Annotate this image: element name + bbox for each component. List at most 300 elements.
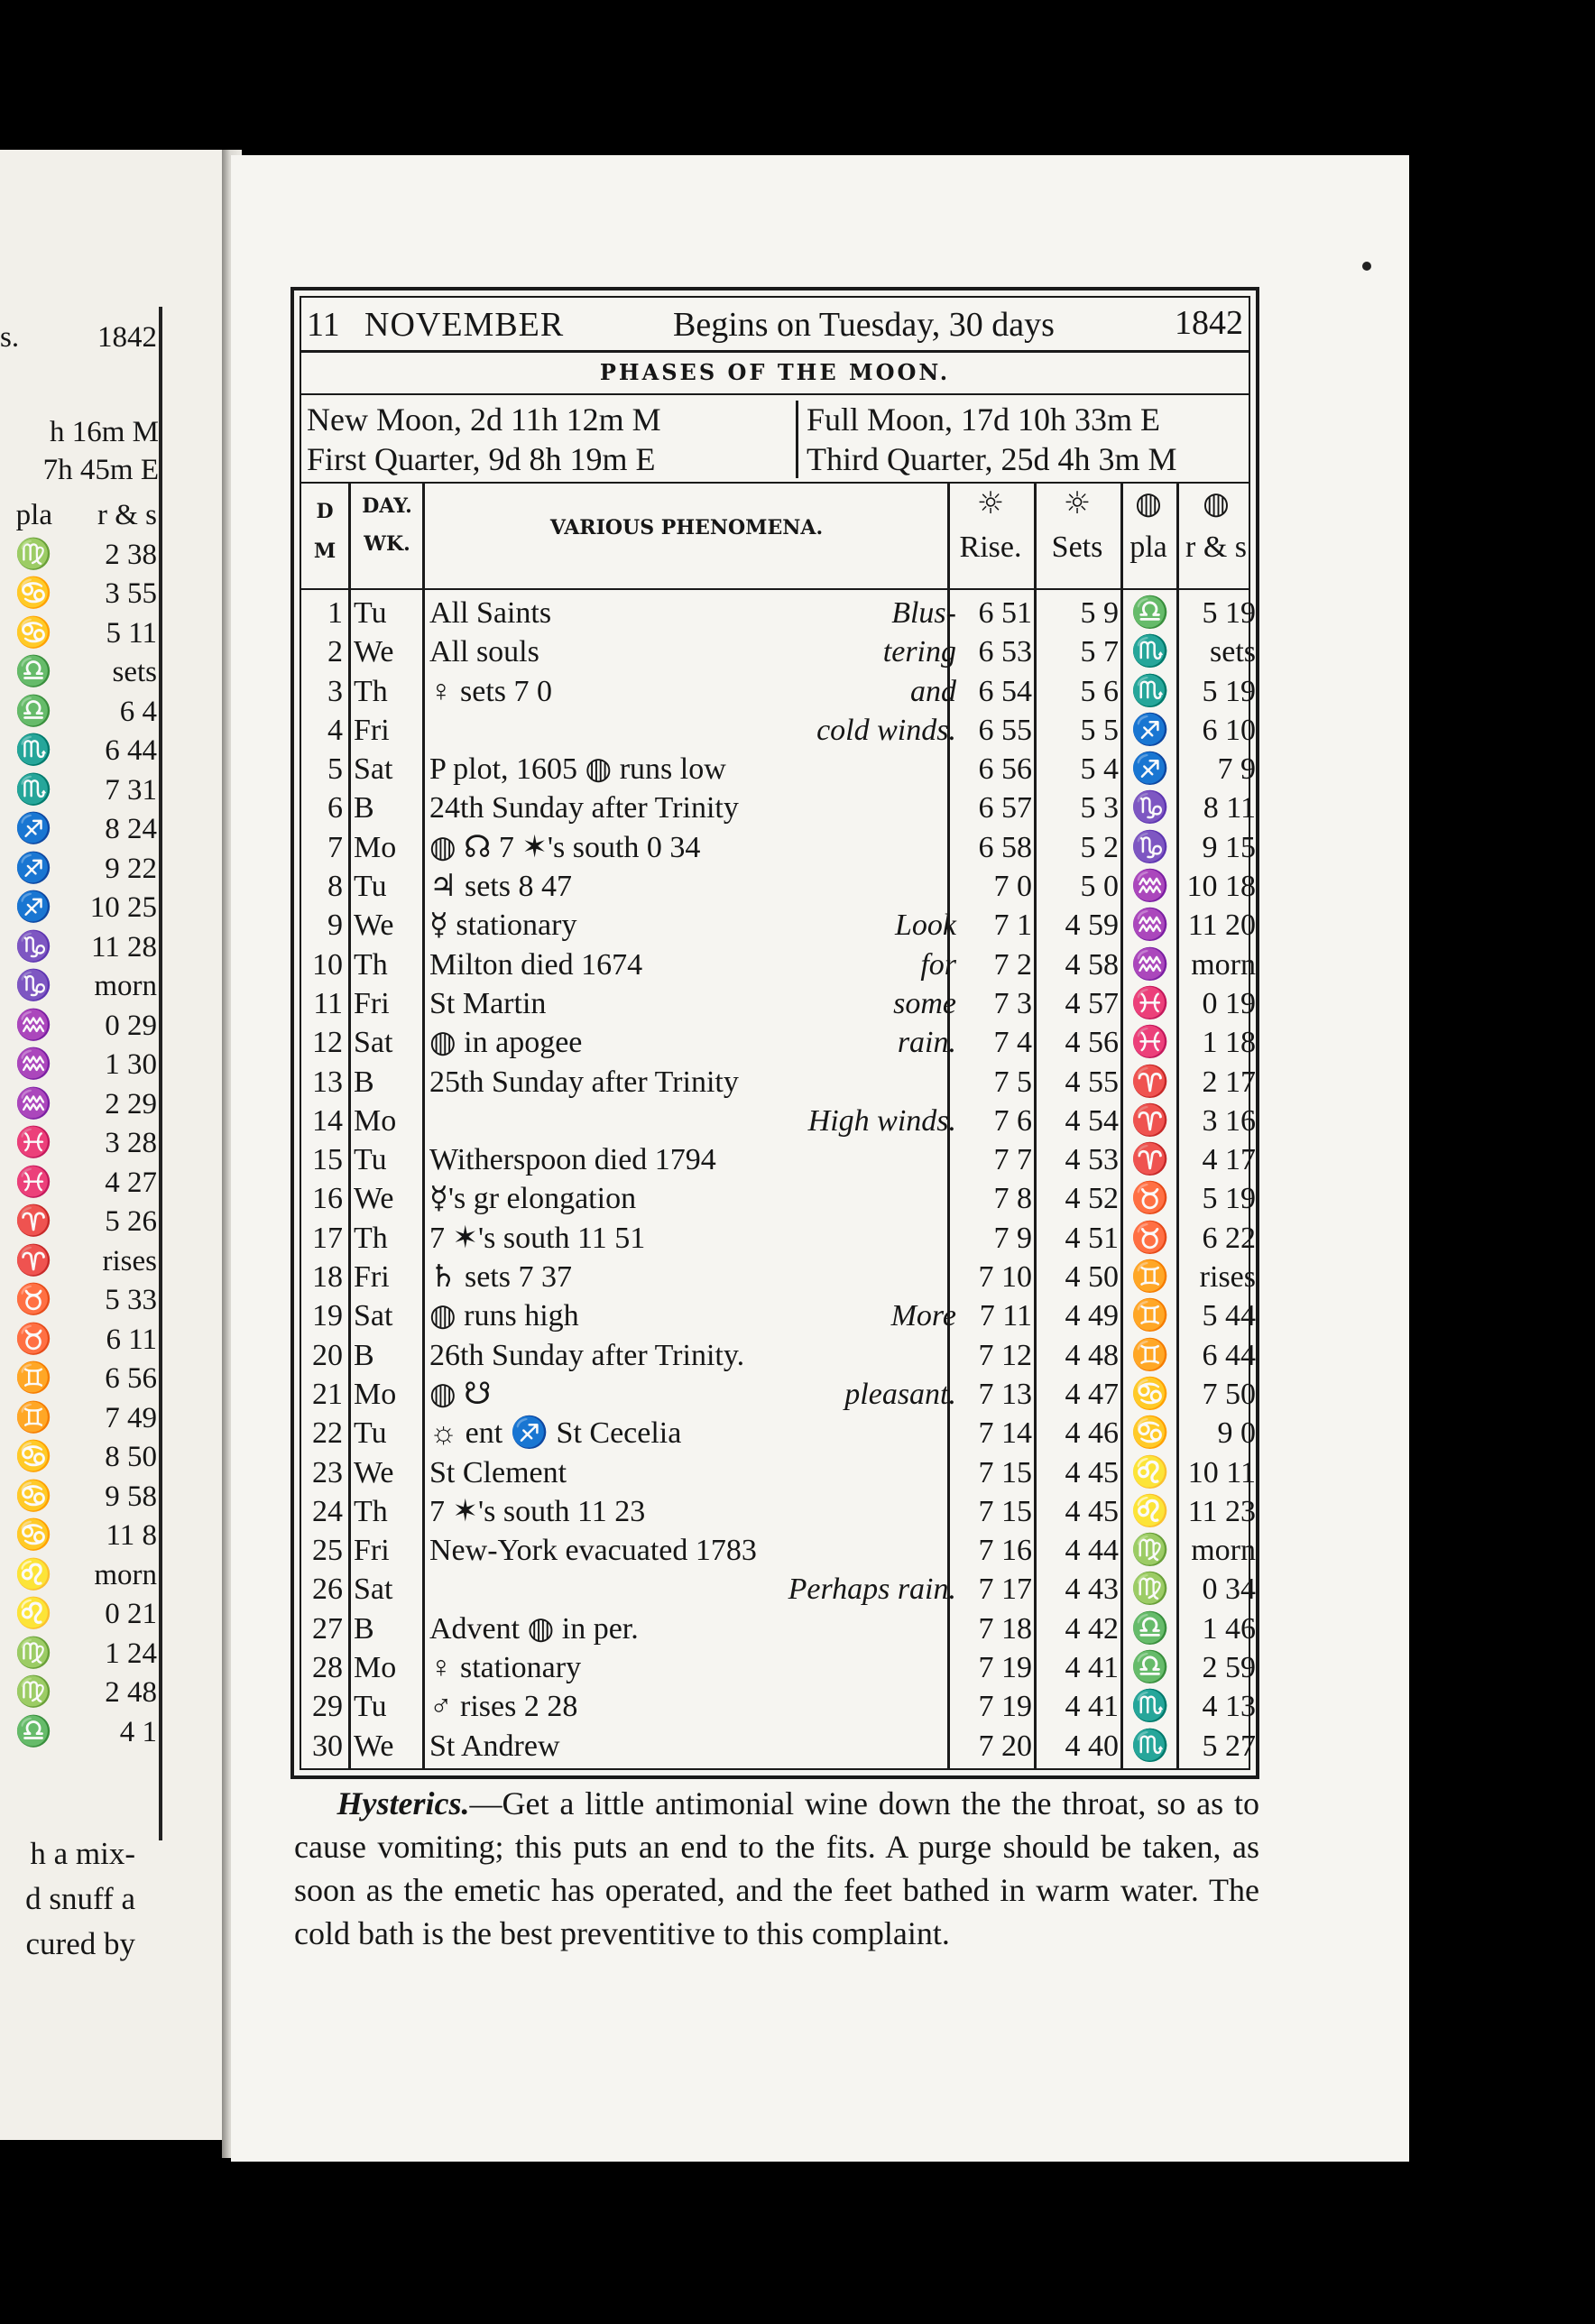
day-rows bbox=[301, 594, 1256, 1766]
day-number: 9 bbox=[327, 908, 343, 943]
day-number: 27 bbox=[312, 1611, 343, 1646]
day-number: 4 bbox=[327, 713, 343, 747]
left-row bbox=[0, 850, 162, 890]
phenomena: ◍ ☋ bbox=[429, 1377, 492, 1411]
left-moon-rise-set: sets bbox=[112, 656, 157, 688]
phenomena: St Andrew bbox=[429, 1729, 560, 1763]
new-moon: New Moon, 2d 11h 12m M bbox=[307, 401, 661, 438]
day-of-week: We bbox=[354, 908, 394, 943]
day-of-week: Tu bbox=[354, 1416, 387, 1451]
left-row bbox=[0, 1399, 162, 1439]
moon-place: ♐ bbox=[1130, 713, 1170, 747]
left-moon-rise-set: 6 56 bbox=[105, 1362, 157, 1395]
left-moon-rise-set: 1 24 bbox=[105, 1637, 157, 1670]
left-moon-place: ♊ bbox=[14, 1362, 52, 1395]
day-number: 17 bbox=[312, 1221, 343, 1255]
day-number: 8 bbox=[327, 870, 343, 904]
day-of-week: We bbox=[354, 635, 394, 669]
col-header-d: D bbox=[316, 500, 334, 523]
left-row bbox=[0, 1124, 162, 1164]
day-of-week: Fri bbox=[354, 713, 390, 747]
sun-rise: 6 58 bbox=[978, 830, 1032, 864]
left-row bbox=[0, 693, 162, 733]
sun-sets: 4 53 bbox=[1065, 1143, 1119, 1177]
day-row bbox=[301, 788, 1256, 827]
col-header-sets: Sets bbox=[1051, 530, 1103, 564]
moon-place: ♑ bbox=[1130, 830, 1170, 864]
weather-note: Perhaps rain. bbox=[788, 1572, 956, 1607]
phenomena: 7 ✶'s south 11 51 bbox=[429, 1221, 646, 1255]
day-of-week: Mo bbox=[354, 1103, 397, 1138]
day-of-week: Sat bbox=[354, 1299, 393, 1333]
phenomena: ♄ sets 7 37 bbox=[429, 1260, 572, 1295]
day-of-week: We bbox=[354, 1455, 394, 1489]
day-row bbox=[301, 1219, 1256, 1258]
left-moon-rise-set: 5 11 bbox=[106, 616, 157, 650]
left-moon-place: ♍ bbox=[14, 1637, 52, 1670]
day-number: 24 bbox=[312, 1494, 343, 1528]
left-moon-place: ♒ bbox=[14, 1048, 52, 1081]
moon-rise-set: 2 59 bbox=[1202, 1651, 1256, 1685]
left-moon-place: ♐ bbox=[14, 852, 52, 885]
day-row bbox=[301, 1296, 1256, 1335]
sun-sets: 4 59 bbox=[1065, 908, 1119, 943]
col-header-wk: WK. bbox=[364, 532, 410, 556]
left-row bbox=[0, 967, 162, 1007]
day-of-week: Th bbox=[354, 947, 388, 982]
sun-rise: 6 56 bbox=[978, 752, 1032, 787]
left-moon-place: ♋ bbox=[14, 1441, 52, 1473]
moon-place: ♍ bbox=[1130, 1534, 1170, 1568]
left-moon-rise-set: 6 44 bbox=[105, 734, 157, 767]
header-rule bbox=[301, 588, 1249, 590]
sun-rise: 7 10 bbox=[978, 1260, 1032, 1295]
left-row bbox=[0, 653, 162, 693]
sun-sets: 5 0 bbox=[1080, 870, 1119, 904]
moon-rise-set: morn bbox=[1191, 1534, 1256, 1568]
moon-place: ♒ bbox=[1130, 908, 1170, 943]
left-moon-place: ♊ bbox=[14, 1401, 52, 1434]
day-number: 14 bbox=[312, 1103, 343, 1138]
left-moon-place: ♒ bbox=[14, 1009, 52, 1042]
left-moon-rise-set: 11 28 bbox=[90, 930, 157, 964]
left-moon-place: ♎ bbox=[14, 695, 52, 728]
weather-note: for bbox=[920, 947, 956, 982]
day-of-week: We bbox=[354, 1182, 394, 1216]
sun-rise: 7 14 bbox=[978, 1416, 1032, 1451]
left-footnote-line: cured by bbox=[25, 1926, 135, 1961]
phases-title: PHASES OF THE MOON. bbox=[301, 352, 1249, 395]
phases-divider bbox=[796, 401, 798, 478]
sun-sets: 4 56 bbox=[1065, 1026, 1119, 1060]
left-row bbox=[0, 1046, 162, 1085]
day-number: 10 bbox=[312, 947, 343, 982]
weather-note: tering bbox=[882, 635, 956, 669]
moon-place: ♉ bbox=[1130, 1182, 1170, 1216]
sun-sets: 5 3 bbox=[1080, 791, 1119, 825]
moon-place: ♉ bbox=[1130, 1221, 1170, 1255]
weather-note: and bbox=[910, 674, 956, 708]
sun-rise: 7 15 bbox=[978, 1494, 1032, 1528]
left-moon-rise-set: 8 24 bbox=[105, 813, 157, 845]
day-of-week: Th bbox=[354, 1221, 388, 1255]
sun-sets: 4 43 bbox=[1065, 1572, 1119, 1607]
day-of-week: Tu bbox=[354, 870, 387, 904]
left-moon-rise-set: 0 29 bbox=[105, 1009, 157, 1042]
moon-rise-set: 11 20 bbox=[1187, 908, 1256, 943]
left-phase-line: h 16m M bbox=[49, 416, 159, 448]
day-row bbox=[301, 1023, 1256, 1062]
sun-sets: 4 57 bbox=[1065, 986, 1119, 1020]
left-moon-place: ♍ bbox=[14, 1676, 52, 1709]
sun-sets: 4 41 bbox=[1065, 1690, 1119, 1724]
left-moon-place: ♈ bbox=[14, 1244, 52, 1277]
sun-rise: 7 11 bbox=[979, 1299, 1032, 1333]
sun-sets: 4 45 bbox=[1065, 1455, 1119, 1489]
day-row bbox=[301, 1687, 1256, 1726]
phenomena: 26th Sunday after Trinity. bbox=[429, 1338, 745, 1372]
left-row bbox=[0, 889, 162, 928]
dust-mark bbox=[1362, 262, 1371, 271]
moon-place: ♌ bbox=[1130, 1455, 1170, 1489]
moon-place: ♒ bbox=[1130, 870, 1170, 904]
moon-rise-set: 5 19 bbox=[1202, 674, 1256, 708]
moon-rise-set: 1 18 bbox=[1202, 1026, 1256, 1060]
weather-note: High winds. bbox=[807, 1103, 956, 1138]
day-of-week: Tu bbox=[354, 596, 387, 630]
phenomena: All souls bbox=[429, 635, 539, 669]
weather-note: More bbox=[890, 1299, 956, 1333]
left-moon-rise-set: 9 58 bbox=[105, 1480, 157, 1513]
month-header bbox=[301, 298, 1249, 353]
moon-rise-set: 5 44 bbox=[1202, 1299, 1256, 1333]
moon-rise-set: 6 22 bbox=[1202, 1221, 1256, 1255]
phenomena: ☿ stationary bbox=[429, 908, 577, 943]
phenomena: ◍ in apogee bbox=[429, 1026, 583, 1060]
left-moon-rise-set: 9 22 bbox=[105, 852, 157, 885]
day-number: 11 bbox=[313, 986, 343, 1020]
phenomena: Milton died 1674 bbox=[429, 947, 643, 982]
day-number: 28 bbox=[312, 1651, 343, 1685]
day-number: 16 bbox=[312, 1182, 343, 1216]
phenomena: Witherspoon died 1794 bbox=[429, 1143, 716, 1177]
left-col-rs: r & s bbox=[97, 499, 157, 531]
day-of-week: Tu bbox=[354, 1690, 387, 1724]
left-moon-place: ♈ bbox=[14, 1205, 52, 1238]
left-row bbox=[0, 928, 162, 968]
left-header-fragment: s. bbox=[0, 321, 20, 354]
sun-sets: 4 42 bbox=[1065, 1611, 1119, 1646]
day-of-week: B bbox=[354, 1065, 374, 1099]
day-row bbox=[301, 1492, 1256, 1531]
day-number: 15 bbox=[312, 1143, 343, 1177]
left-moon-rise-set: 3 55 bbox=[105, 577, 157, 610]
sun-rise: 7 0 bbox=[993, 870, 1032, 904]
moon-place: ♊ bbox=[1130, 1338, 1170, 1372]
day-of-week: B bbox=[354, 1338, 374, 1372]
moon-place: ♎ bbox=[1130, 1651, 1170, 1685]
moon-rise-set: 10 18 bbox=[1186, 870, 1256, 904]
col-header-rise: Rise. bbox=[959, 530, 1022, 564]
left-moon-rise-set: 5 33 bbox=[105, 1284, 157, 1316]
left-footnote-line: d snuff a bbox=[25, 1881, 135, 1916]
sun-rise: 7 1 bbox=[993, 908, 1032, 943]
left-row bbox=[0, 1242, 162, 1282]
day-number: 22 bbox=[312, 1416, 343, 1451]
moon-place: ♈ bbox=[1130, 1065, 1170, 1099]
sun-sets: 4 41 bbox=[1065, 1651, 1119, 1685]
phenomena: ♀ stationary bbox=[429, 1651, 582, 1685]
sun-sets: 4 46 bbox=[1065, 1416, 1119, 1451]
left-row bbox=[0, 575, 162, 614]
sun-rise: 7 5 bbox=[993, 1065, 1032, 1099]
left-moon-place: ♉ bbox=[14, 1284, 52, 1316]
moon-rise-set: rises bbox=[1199, 1260, 1256, 1295]
day-row bbox=[301, 1414, 1256, 1452]
moon-rise-set: 6 44 bbox=[1202, 1338, 1256, 1372]
day-of-week: Sat bbox=[354, 1026, 393, 1060]
left-footnote-line: h a mix- bbox=[30, 1836, 135, 1871]
sun-rise: 7 6 bbox=[993, 1103, 1032, 1138]
sun-sets: 5 2 bbox=[1080, 830, 1119, 864]
moon-place: ♑ bbox=[1130, 791, 1170, 825]
moon-place: ♋ bbox=[1130, 1377, 1170, 1411]
sun-sets: 4 47 bbox=[1065, 1377, 1119, 1411]
day-number: 23 bbox=[312, 1455, 343, 1489]
footnote-text: —Get a little antimonial wine down the the throat, so as to cause vomiting; this puts an end to the fits. A purge should be taken, as soon as the emetic has operated, and the feet bathed in warm water. The cold bath is the best preventitive to this complaint. bbox=[294, 1785, 1260, 1951]
day-of-week: Tu bbox=[354, 1143, 387, 1177]
left-moon-rise-set: 7 49 bbox=[105, 1401, 157, 1434]
day-number: 1 bbox=[327, 596, 343, 630]
day-of-week: Th bbox=[354, 674, 388, 708]
phenomena: ◍ runs high bbox=[429, 1299, 579, 1333]
sun-sets: 4 40 bbox=[1065, 1729, 1119, 1763]
day-row bbox=[301, 1727, 1256, 1766]
moon-rise-set: 8 11 bbox=[1203, 791, 1256, 825]
sun-rise: 7 19 bbox=[978, 1651, 1032, 1685]
phenomena: ☿'s gr elongation bbox=[429, 1182, 637, 1216]
moon-place: ♈ bbox=[1130, 1103, 1170, 1138]
phenomena: ♃ sets 8 47 bbox=[429, 870, 572, 904]
day-row bbox=[301, 1375, 1256, 1414]
phenomena: 24th Sunday after Trinity bbox=[429, 791, 739, 825]
moon-place: ♊ bbox=[1130, 1299, 1170, 1333]
day-of-week: We bbox=[354, 1729, 394, 1763]
day-row bbox=[301, 1336, 1256, 1375]
left-row bbox=[0, 536, 162, 576]
left-moon-place: ♐ bbox=[14, 813, 52, 845]
day-of-week: Fri bbox=[354, 1534, 390, 1568]
day-of-week: Fri bbox=[354, 986, 390, 1020]
sun-rise: 6 55 bbox=[978, 713, 1032, 747]
weather-note: pleasant. bbox=[844, 1377, 956, 1411]
full-moon: Full Moon, 17d 10h 33m E bbox=[807, 401, 1161, 438]
left-moon-place: ♋ bbox=[14, 616, 52, 650]
day-row bbox=[301, 1609, 1256, 1648]
left-row bbox=[0, 1085, 162, 1125]
sun-rise: 7 3 bbox=[993, 986, 1032, 1020]
sun-sets: 4 48 bbox=[1065, 1338, 1119, 1372]
month-year: 1842 bbox=[1175, 304, 1243, 342]
sun-sets: 5 6 bbox=[1080, 674, 1119, 708]
left-row bbox=[0, 1478, 162, 1517]
day-of-week: Sat bbox=[354, 752, 393, 787]
left-moon-rise-set: 11 8 bbox=[106, 1519, 157, 1552]
left-header-year: 1842 bbox=[97, 321, 157, 354]
sun-rise: 7 17 bbox=[978, 1572, 1032, 1607]
left-moon-place: ♓ bbox=[14, 1127, 52, 1159]
left-moon-place: ♍ bbox=[14, 538, 52, 571]
left-row bbox=[0, 1713, 162, 1753]
left-row bbox=[0, 1595, 162, 1635]
day-number: 7 bbox=[327, 830, 343, 864]
weather-note: Look bbox=[895, 908, 956, 943]
left-row bbox=[0, 771, 162, 811]
day-number: 19 bbox=[312, 1299, 343, 1333]
left-moon-rise-set: 5 26 bbox=[105, 1205, 157, 1238]
day-row bbox=[301, 1570, 1256, 1609]
phenomena: Advent ◍ in per. bbox=[429, 1611, 639, 1646]
moon-place: ♈ bbox=[1130, 1143, 1170, 1177]
sun-rise: 6 54 bbox=[978, 674, 1032, 708]
day-row bbox=[301, 1063, 1256, 1102]
day-row bbox=[301, 632, 1256, 671]
moon-rise-set: 11 23 bbox=[1187, 1494, 1256, 1528]
left-moon-place: ♋ bbox=[14, 577, 52, 610]
left-table-border bbox=[159, 307, 162, 1840]
day-number: 25 bbox=[312, 1534, 343, 1568]
moon-place: ♏ bbox=[1130, 674, 1170, 708]
left-moon-rise-set: 1 30 bbox=[105, 1048, 157, 1081]
moon-phases bbox=[301, 395, 1249, 484]
day-number: 2 bbox=[327, 635, 343, 669]
phenomena: ◍ ☊ 7 ✶'s south 0 34 bbox=[429, 830, 701, 864]
moon-rise-set: 4 13 bbox=[1202, 1690, 1256, 1724]
day-row bbox=[301, 906, 1256, 945]
phenomena: St Martin bbox=[429, 986, 547, 1020]
sun-sets: 4 44 bbox=[1065, 1534, 1119, 1568]
moon-place: ♏ bbox=[1130, 635, 1170, 669]
sun-sets: 4 45 bbox=[1065, 1494, 1119, 1528]
day-row bbox=[301, 750, 1256, 788]
left-row bbox=[0, 810, 162, 850]
moon-rise-set: 9 0 bbox=[1217, 1416, 1256, 1451]
day-number: 13 bbox=[312, 1065, 343, 1099]
moon-rise-set: 5 27 bbox=[1202, 1729, 1256, 1763]
day-row bbox=[301, 711, 1256, 750]
sun-rise: 7 18 bbox=[978, 1611, 1032, 1646]
moon-rise-set: 4 17 bbox=[1202, 1143, 1256, 1177]
col-header-m: M bbox=[313, 540, 337, 563]
sun-rise: 7 13 bbox=[978, 1377, 1032, 1411]
day-row bbox=[301, 1258, 1256, 1296]
phenomena: ♂ rises 2 28 bbox=[429, 1690, 578, 1724]
left-moon-place: ♏ bbox=[14, 734, 52, 767]
day-number: 20 bbox=[312, 1338, 343, 1372]
moon-place: ♓ bbox=[1130, 1026, 1170, 1060]
third-quarter: Third Quarter, 25d 4h 3m M bbox=[807, 441, 1177, 477]
sun-rise: 7 8 bbox=[993, 1182, 1032, 1216]
moon-icon: ◍ bbox=[1203, 485, 1230, 521]
day-number: 5 bbox=[327, 752, 343, 787]
sun-sets: 5 7 bbox=[1080, 635, 1119, 669]
left-page-header bbox=[0, 318, 162, 363]
left-col-pla: pla bbox=[15, 499, 52, 531]
moon-rise-set: 9 15 bbox=[1202, 830, 1256, 864]
moon-place: ♋ bbox=[1130, 1416, 1170, 1451]
left-row bbox=[0, 1517, 162, 1556]
day-row bbox=[301, 867, 1256, 906]
sun-rise: 6 57 bbox=[978, 791, 1032, 825]
moon-rise-set: 1 46 bbox=[1202, 1611, 1256, 1646]
moon-place: ♍ bbox=[1130, 1572, 1170, 1607]
left-moon-place: ♎ bbox=[14, 656, 52, 688]
sun-rise: 7 9 bbox=[993, 1221, 1032, 1255]
left-rows bbox=[0, 496, 162, 1752]
left-page-table bbox=[0, 307, 162, 1840]
left-moon-place: ♒ bbox=[14, 1087, 52, 1120]
sun-rise: 7 16 bbox=[978, 1534, 1032, 1568]
left-moon-rise-set: 2 29 bbox=[105, 1087, 157, 1120]
left-moon-rise-set: 2 38 bbox=[105, 538, 157, 571]
day-number: 30 bbox=[312, 1729, 343, 1763]
phenomena: All Saints bbox=[429, 596, 552, 630]
weather-note: some bbox=[893, 986, 956, 1020]
left-moon-rise-set: 8 50 bbox=[105, 1441, 157, 1473]
left-row bbox=[0, 1203, 162, 1242]
day-of-week: Mo bbox=[354, 830, 397, 864]
sun-rise: 7 7 bbox=[993, 1143, 1032, 1177]
day-number: 29 bbox=[312, 1690, 343, 1724]
day-of-week: Mo bbox=[354, 1651, 397, 1685]
day-row bbox=[301, 1179, 1256, 1218]
phenomena: ♀ sets 7 0 bbox=[429, 674, 552, 708]
day-row bbox=[301, 984, 1256, 1023]
sun-rise: 7 12 bbox=[978, 1338, 1032, 1372]
month-name: NOVEMBER bbox=[364, 306, 565, 344]
month-begins: Begins on Tuesday, 30 days bbox=[673, 306, 1055, 344]
left-footnote-fragment bbox=[0, 1831, 135, 1967]
col-header-rs: r & s bbox=[1185, 530, 1247, 564]
left-row bbox=[0, 732, 162, 771]
moon-place: ♊ bbox=[1130, 1260, 1170, 1295]
sun-rise: 7 4 bbox=[993, 1026, 1032, 1060]
left-moon-rise-set: 0 21 bbox=[105, 1598, 157, 1630]
weather-note: Blus- bbox=[891, 596, 956, 630]
col-header-pla: pla bbox=[1129, 530, 1167, 564]
left-moon-place: ♎ bbox=[14, 1715, 52, 1748]
moon-rise-set: morn bbox=[1191, 947, 1256, 982]
day-row bbox=[301, 1140, 1256, 1179]
day-number: 21 bbox=[312, 1377, 343, 1411]
phenomena: New-York evacuated 1783 bbox=[429, 1534, 757, 1568]
day-number: 12 bbox=[312, 1026, 343, 1060]
first-quarter: First Quarter, 9d 8h 19m E bbox=[307, 441, 656, 477]
left-moon-rise-set: 6 11 bbox=[106, 1323, 157, 1356]
sun-sets: 5 9 bbox=[1080, 596, 1119, 630]
sun-icon: ☼ bbox=[1063, 485, 1092, 521]
left-moon-place: ♌ bbox=[14, 1558, 52, 1591]
moon-rise-set: 2 17 bbox=[1202, 1065, 1256, 1099]
left-row bbox=[0, 1007, 162, 1047]
moon-rise-set: 10 11 bbox=[1187, 1455, 1256, 1489]
moon-rise-set: 3 16 bbox=[1202, 1103, 1256, 1138]
left-row bbox=[0, 1556, 162, 1596]
left-moon-rise-set: 10 25 bbox=[89, 891, 157, 924]
sun-rise: 7 2 bbox=[993, 947, 1032, 982]
sun-sets: 4 50 bbox=[1065, 1260, 1119, 1295]
phenomena: St Clement bbox=[429, 1455, 567, 1489]
